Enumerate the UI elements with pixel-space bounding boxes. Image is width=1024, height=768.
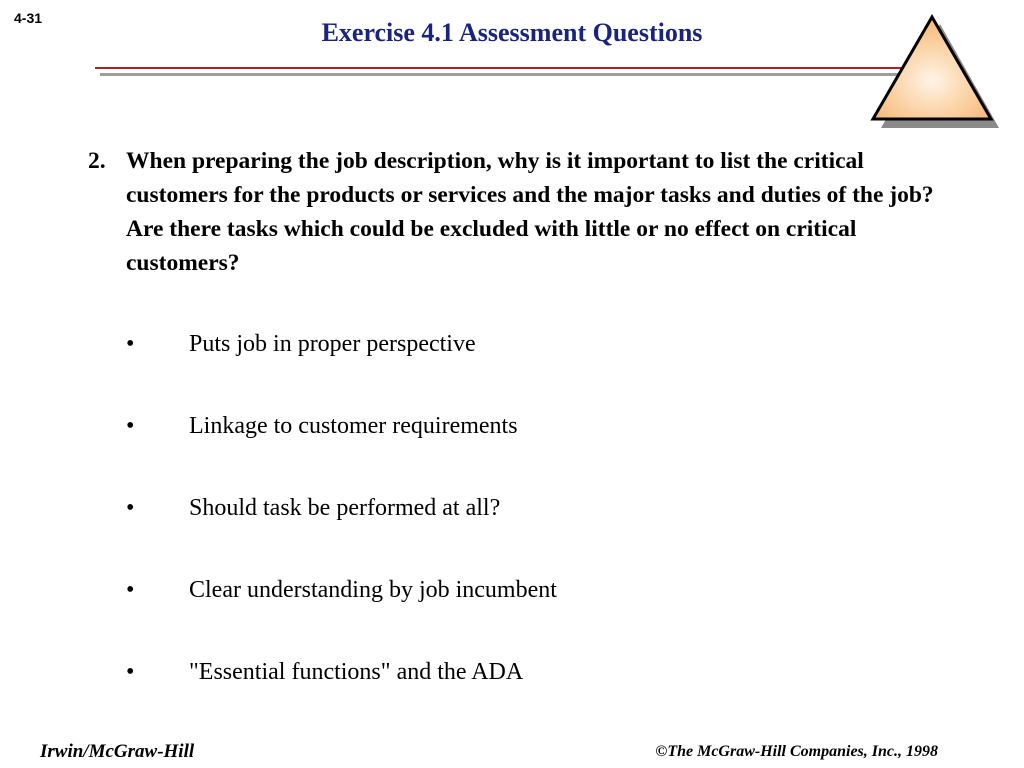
list-item-text: Should task be performed at all?	[189, 495, 501, 521]
list-item-text: Puts job in proper perspective	[189, 331, 476, 357]
bullet-icon: •	[126, 577, 135, 603]
list-item-text: Clear understanding by job incumbent	[189, 577, 557, 603]
question-text: When preparing the job description, why is it important to list the critical customers for the products or services and the major tasks and duties of the job? Are there tasks which could be excluded with little or no effect on critical customers?	[126, 148, 934, 276]
footer-publisher: Irwin/McGraw-Hill	[40, 741, 195, 762]
title-rule-red	[95, 67, 905, 69]
bullet-icon: •	[126, 659, 135, 685]
bullet-icon: •	[126, 495, 135, 521]
footer-copyright: ©The McGraw-Hill Companies, Inc., 1998	[655, 743, 938, 760]
title-rule-gray	[100, 73, 905, 76]
list-item-text: Linkage to customer requirements	[189, 413, 518, 439]
bullet-icon: •	[126, 413, 135, 439]
triangle-logo-icon	[866, 14, 1002, 132]
question-number: 2.	[88, 148, 106, 174]
list-item-text: "Essential functions" and the ADA	[189, 659, 524, 685]
page-title: Exercise 4.1 Assessment Questions	[321, 18, 703, 47]
question-block	[88, 144, 948, 280]
logo-triangle	[873, 17, 991, 119]
slide-number: 4-31	[14, 10, 43, 26]
bullet-icon: •	[126, 331, 135, 357]
